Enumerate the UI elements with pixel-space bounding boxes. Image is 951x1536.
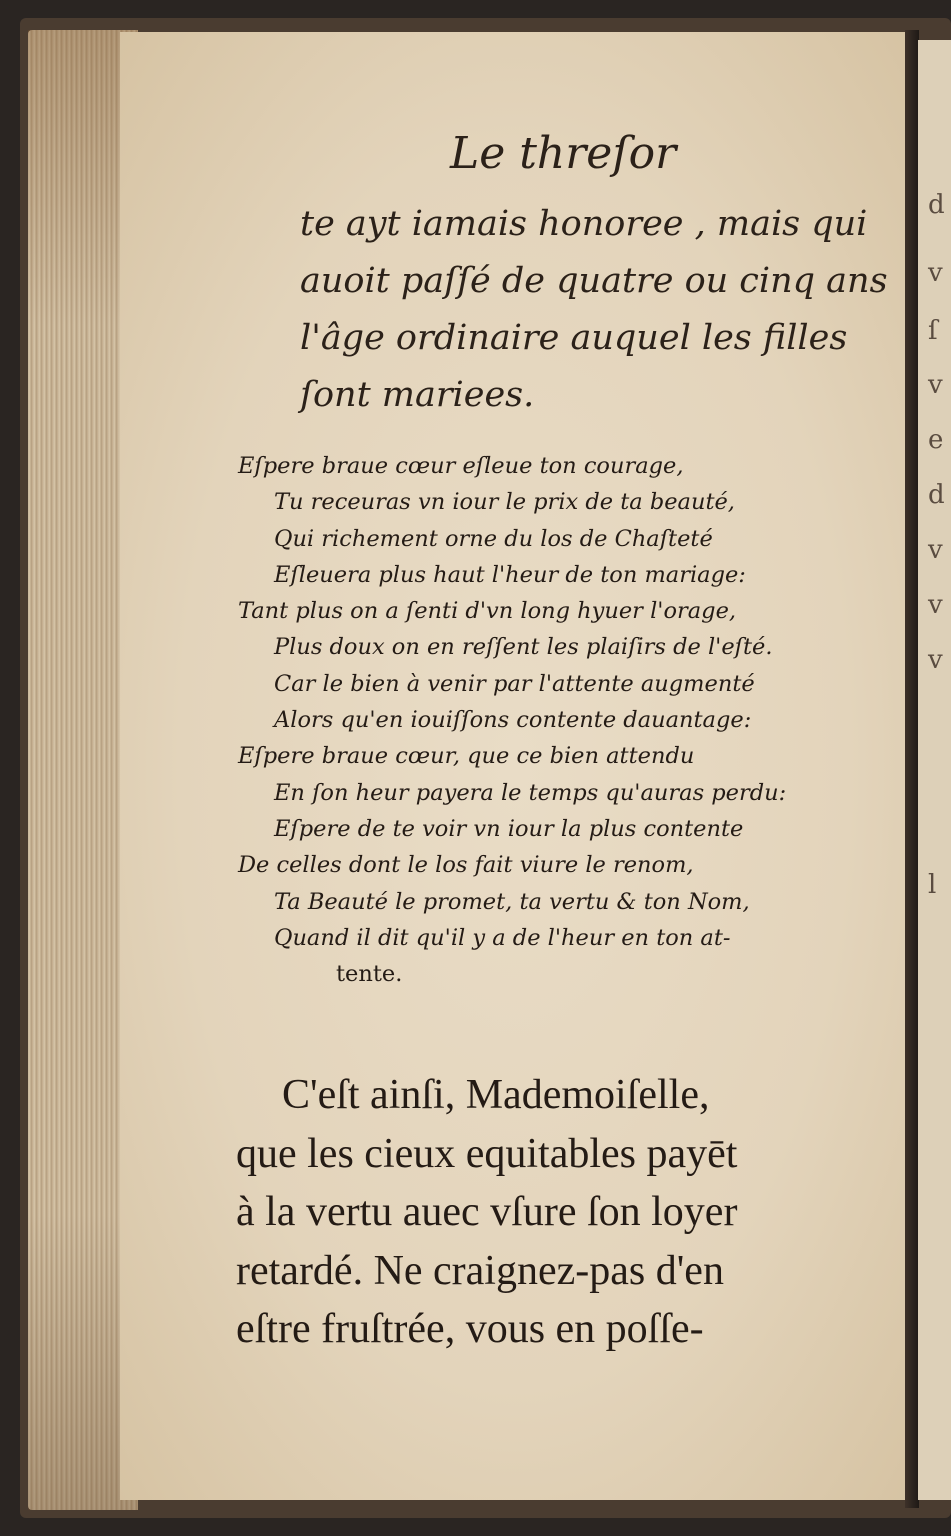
poem-block — [238, 448, 858, 992]
poem-line: Car le bien à venir par l'attente augmenté — [274, 670, 755, 697]
poem-line: Plus doux on en reſſent les plaiſirs de l'eſté. — [274, 634, 773, 661]
text-line: retardé. Ne craignez-pas d'en — [236, 1247, 724, 1294]
poem-line: En ſon heur payera le temps qu'auras perdu: — [274, 779, 787, 806]
facing-fragment: ſ — [928, 316, 938, 346]
poem-line: Qui richement orne du los de Chaſteté — [274, 525, 713, 552]
facing-fragment: v — [928, 590, 943, 620]
text-line: te ayt iamais honoree , mais qui — [300, 204, 868, 244]
poem-line: Quand il dit qu'il y a de l'heur en ton at- — [274, 924, 731, 951]
text-line: C'eſt ainſi, Mademoiſelle, — [282, 1072, 710, 1118]
facing-fragment: d — [928, 190, 945, 220]
poem-line: tente. — [336, 961, 403, 988]
poem-line: Eſpere de te voir vn iour la plus contente — [274, 815, 744, 842]
poem-line: Eſleuera plus haut l'heur de ton mariage: — [274, 561, 746, 588]
facing-fragment: v — [928, 258, 943, 288]
facing-fragment: v — [928, 535, 943, 565]
facing-fragment: e — [928, 425, 944, 455]
facing-fragment: v — [928, 370, 943, 400]
facing-fragment: l — [928, 870, 937, 900]
facing-fragment: d — [928, 480, 945, 510]
poem-line: De celles dont le los fait viure le renom, — [238, 852, 694, 879]
poem-line: Eſpere braue cœur, que ce bien attendu — [238, 743, 695, 770]
facing-page-edge — [918, 40, 951, 1500]
running-head: Le threſor — [450, 128, 677, 179]
poem-line: Tu receuras vn iour le prix de ta beauté, — [274, 489, 735, 516]
poem-line: Eſpere braue cœur eſleue ton courage, — [238, 453, 684, 479]
text-line: auoit paſſé de quatre ou cinq ans — [300, 261, 888, 301]
text-line: que les cieux equitables payēt — [236, 1130, 738, 1177]
text-line: l'âge ordinaire auquel les filles — [300, 318, 848, 358]
facing-fragment: v — [928, 645, 943, 675]
text-line: à la vertu auec vſure ſon loyer — [236, 1189, 738, 1235]
italic-prose-block — [300, 196, 888, 424]
poem-line: Ta Beauté le promet, ta vertu & ton Nom, — [274, 888, 750, 915]
text-line: eſtre fruſtrée, vous en poſſe- — [236, 1306, 704, 1352]
roman-prose-block — [236, 1066, 856, 1359]
text-line: ſont mariees. — [300, 375, 535, 415]
poem-line: Tant plus on a ſenti d'vn long hyuer l'orage, — [238, 598, 737, 625]
book-gutter — [905, 30, 919, 1508]
poem-line: Alors qu'en iouiſſons contente dauantage: — [274, 707, 752, 734]
